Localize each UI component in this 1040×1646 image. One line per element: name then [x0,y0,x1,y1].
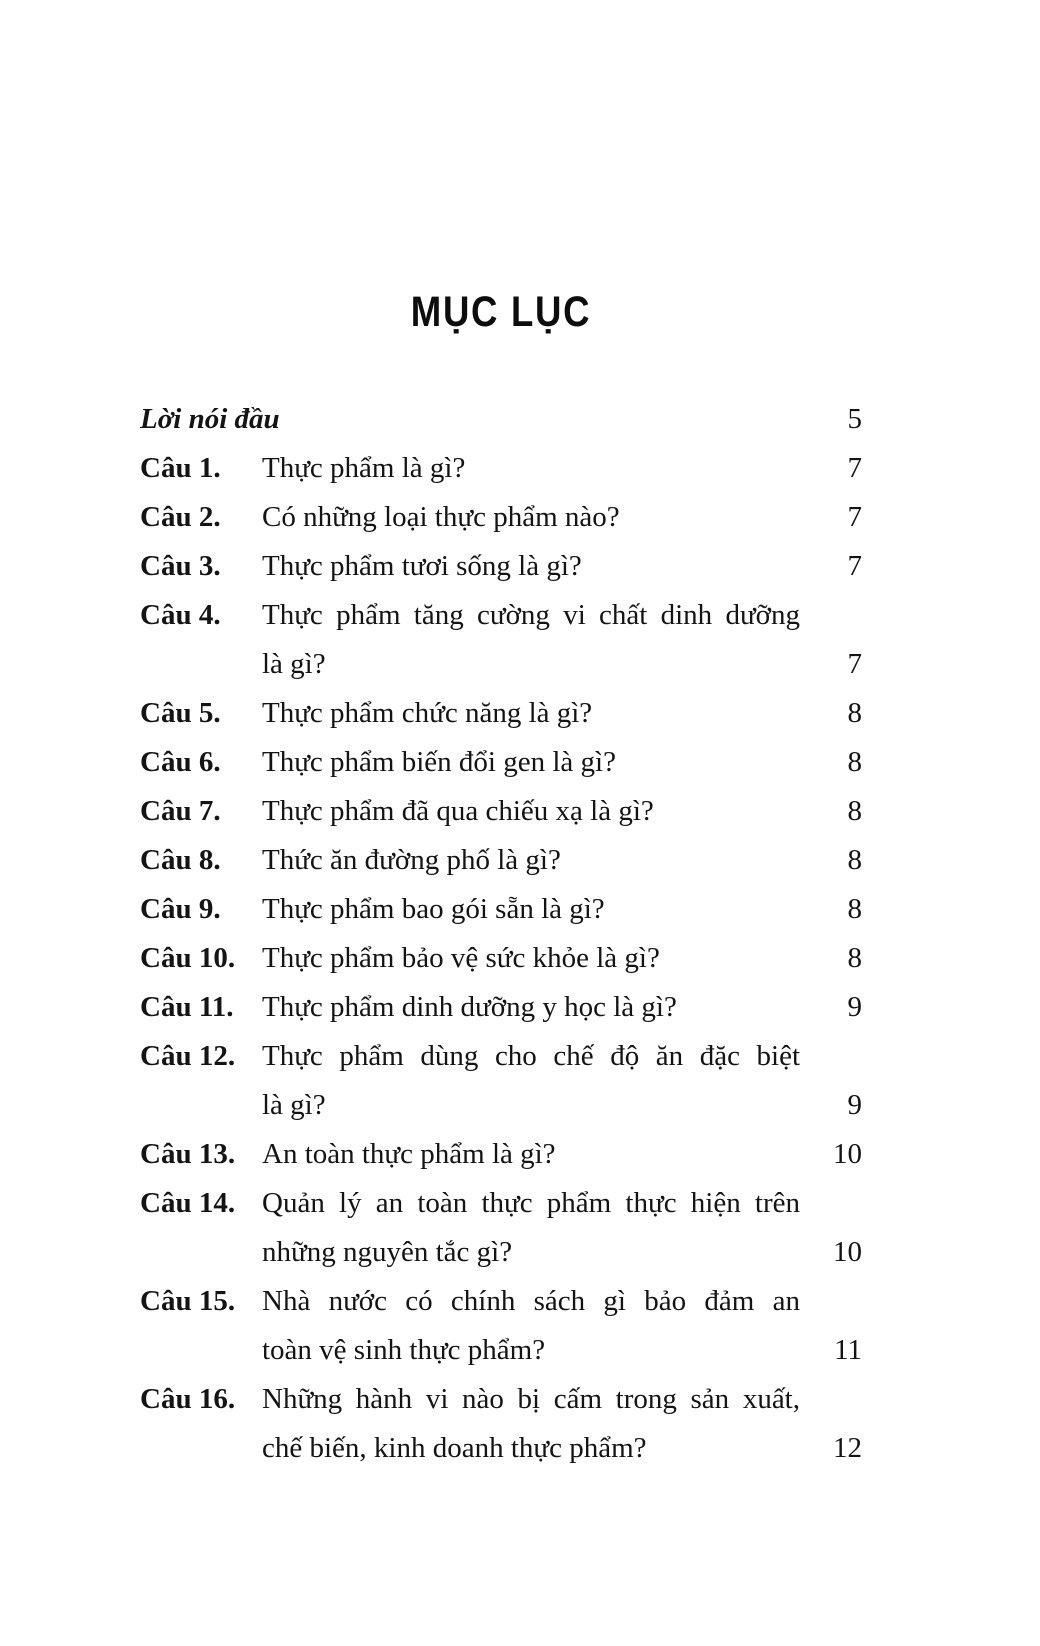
toc-entry-title-line: Có những loại thực phẩm nào? [262,501,620,533]
toc-entry-title-line: Thực phẩm bao gói sẵn là gì? [262,893,605,925]
toc-entry-page-number: 7 [847,501,862,533]
toc-entries [140,395,862,1473]
toc-entry-title-line: Thực phẩm đã qua chiếu xạ là gì? [262,795,654,827]
toc-entry [140,542,862,591]
toc-entry-title-line: Thực phẩm tươi sống là gì? [262,550,582,582]
toc-entry [140,1375,862,1473]
toc-entry-page-number: 8 [847,942,862,974]
toc-entry-title-line: Thực phẩm tăng cường vi chất dinh dưỡng [262,599,800,631]
toc-entry-page-number: 8 [847,697,862,729]
page-title: MỤC LỤC [410,288,592,336]
toc-entry-title-line: Thực phẩm chức năng là gì? [262,697,593,729]
toc-entry-label: Câu 11. [140,991,234,1023]
toc-entry [140,836,862,885]
toc-entry [140,885,862,934]
toc-entry-title-line: là gì? [262,1089,326,1121]
toc-entry-page-number: 8 [847,893,862,925]
toc-entry-label: Câu 8. [140,844,221,876]
toc-entry-label: Câu 1. [140,452,221,484]
toc-entry-title-line: Thực phẩm dinh dưỡng y học là gì? [262,991,677,1023]
toc-entry [140,689,862,738]
toc-entry-label: Câu 2. [140,501,221,533]
toc-entry-page-number: 12 [833,1432,862,1464]
toc-entry [140,738,862,787]
toc-entry [140,1032,862,1130]
toc-entry-label: Câu 4. [140,599,221,631]
toc-entry-title [262,1375,800,1473]
toc-entry-page-number: 10 [833,1138,862,1170]
toc-entry-page-number: 7 [847,648,862,680]
toc-entry-title-line: Thực phẩm bảo vệ sức khỏe là gì? [262,942,660,974]
toc-entry-title [262,1179,800,1277]
toc-entry-title [262,738,800,787]
toc-entry-title-line: Thực phẩm là gì? [262,452,466,484]
toc-entry [140,1179,862,1277]
toc-entry [140,395,862,444]
toc-entry-label: Câu 13. [140,1138,236,1170]
toc-entry [140,934,862,983]
toc-entry [140,444,862,493]
toc-entry-page-number: 5 [847,403,862,435]
toc-entry-page-number: 7 [847,550,862,582]
toc-entry-title [262,689,800,738]
toc-entry-title-line: An toàn thực phẩm là gì? [262,1138,556,1170]
toc-entry-label: Câu 7. [140,795,221,827]
toc-entry-title-line: Quản lý an toàn thực phẩm thực hiện trên [262,1187,800,1219]
toc-entry-title [262,1277,800,1375]
toc-entry-title-line: Thực phẩm biến đổi gen là gì? [262,746,616,778]
toc-entry-title-line: Thức ăn đường phố là gì? [262,844,561,876]
toc-entry-title-line: những nguyên tắc gì? [262,1236,513,1268]
toc-entry-page-number: 9 [847,991,862,1023]
toc-entry-label: Câu 14. [140,1187,236,1219]
toc-entry [140,787,862,836]
toc-entry-title [262,591,800,689]
toc-entry-title [262,885,800,934]
toc-entry [140,983,862,1032]
toc-entry-title [262,444,800,493]
toc-entry [140,1130,862,1179]
toc-entry-title-line: Lời nói đầu [140,403,280,435]
toc-entry-label: Câu 6. [140,746,221,778]
toc-entry-label: Câu 16. [140,1383,236,1415]
toc-entry-title [262,493,800,542]
toc-entry-page-number: 10 [833,1236,862,1268]
toc-entry-label: Câu 15. [140,1285,236,1317]
toc-entry-page-number: 11 [834,1334,862,1366]
toc-entry-label: Câu 12. [140,1040,236,1072]
toc-entry-page-number: 9 [847,1089,862,1121]
toc-entry-title-line: chế biến, kinh doanh thực phẩm? [262,1432,647,1464]
toc-entry-title [262,934,800,983]
toc-entry-title-line: toàn vệ sinh thực phẩm? [262,1334,546,1366]
toc-entry-title [262,836,800,885]
toc-entry-title-line: Thực phẩm dùng cho chế độ ăn đặc biệt [262,1040,800,1072]
toc-entry-title-line: Nhà nước có chính sách gì bảo đảm an [262,1285,800,1317]
toc-entry-title [262,1130,800,1179]
toc-entry-title [262,983,800,1032]
toc-entry-page-number: 8 [847,795,862,827]
toc-entry [140,1277,862,1375]
toc-entry-title [262,542,800,591]
toc-entry-title [262,787,800,836]
toc-entry-title [140,395,740,444]
toc-entry-label: Câu 9. [140,893,221,925]
toc-entry-title [262,1032,800,1130]
toc-entry-page-number: 8 [847,746,862,778]
toc-entry-title-line: là gì? [262,648,326,680]
toc-entry-label: Câu 3. [140,550,221,582]
toc-entry [140,493,862,542]
toc-entry-title-line: Những hành vi nào bị cấm trong sản xuất, [262,1383,800,1415]
toc-entry-page-number: 8 [847,844,862,876]
toc-entry-label: Câu 10. [140,942,236,974]
toc-entry [140,591,862,689]
toc-entry-page-number: 7 [847,452,862,484]
toc-entry-label: Câu 5. [140,697,221,729]
